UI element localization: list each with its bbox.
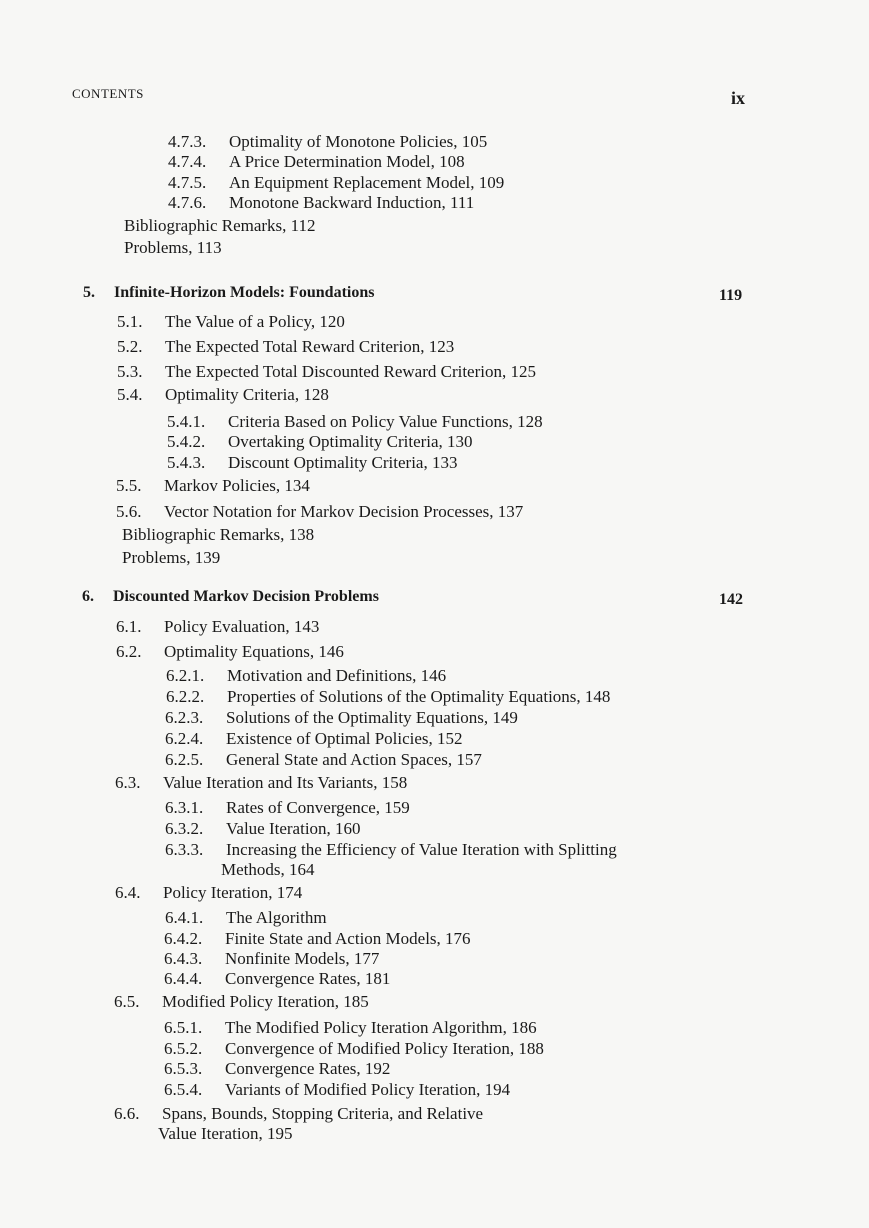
toc-entry-number: 6.4.	[115, 883, 141, 902]
toc-entry-title: Value Iteration, 160	[226, 819, 361, 838]
toc-entry-number: 5.1.	[117, 312, 143, 331]
toc-entry-title: Spans, Bounds, Stopping Criteria, and Relative	[162, 1104, 484, 1123]
chapter-title: Infinite-Horizon Models: Foundations	[114, 284, 375, 301]
toc-entry-number: 6.2.2.	[166, 687, 205, 706]
toc-entry-number: 5.5.	[116, 476, 142, 495]
toc-entry-title: Motivation and Definitions, 146	[227, 666, 447, 685]
toc-entry-number: 5.2.	[117, 337, 143, 356]
toc-entry-number: 6.3.2.	[165, 819, 204, 838]
running-head: CONTENTS	[72, 86, 144, 101]
chapter-number: 5.	[83, 284, 95, 301]
toc-entry-title: Policy Iteration, 174	[163, 883, 303, 902]
toc-entry-title: Optimality Equations, 146	[164, 642, 344, 661]
toc-entry-title: General State and Action Spaces, 157	[226, 750, 482, 769]
toc-entry-number: 6.3.1.	[165, 798, 204, 817]
toc-entry-number: 6.4.2.	[164, 929, 203, 948]
toc-entry-title: Convergence Rates, 181	[225, 969, 391, 988]
toc-entry-title: An Equipment Replacement Model, 109	[229, 173, 505, 192]
toc-entry-title: The Expected Total Reward Criterion, 123	[165, 337, 455, 356]
toc-entry-number: 6.5.	[114, 992, 140, 1011]
toc-entry-number: 6.2.3.	[165, 708, 204, 727]
toc-entry-number: 5.4.2.	[167, 432, 206, 451]
chapter-page-number: 142	[719, 591, 743, 608]
toc-entry-number: 4.7.6.	[168, 193, 207, 212]
toc-entry-title: Discount Optimality Criteria, 133	[228, 453, 458, 472]
toc-entry-number: 4.7.4.	[168, 152, 207, 171]
toc-entry-title: Vector Notation for Markov Decision Processes, 137	[164, 502, 524, 521]
toc-entry-title: Convergence Rates, 192	[225, 1059, 391, 1078]
toc-entry-title: Monotone Backward Induction, 111	[229, 193, 475, 212]
toc-entry-title: Existence of Optimal Policies, 152	[226, 729, 463, 748]
toc-entry-title: Optimality of Monotone Policies, 105	[229, 132, 488, 151]
toc-entry-title: Methods, 164	[221, 860, 315, 879]
page-number: ix	[731, 88, 746, 108]
toc-entry-number: 6.4.4.	[164, 969, 203, 988]
toc-entry-title: The Expected Total Discounted Reward Criterion, 125	[165, 362, 536, 381]
toc-entry-title: Convergence of Modified Policy Iteration, 188	[225, 1039, 544, 1058]
toc-entry-title: Rates of Convergence, 159	[226, 798, 410, 817]
toc-entry-number: 4.7.5.	[168, 173, 207, 192]
toc-entry-title: Problems, 113	[124, 238, 222, 257]
toc-entry-number: 6.3.	[115, 773, 141, 792]
toc-entry-title: The Value of a Policy, 120	[165, 312, 345, 331]
toc-entry-title: Bibliographic Remarks, 112	[124, 216, 316, 235]
toc-entry-title: Increasing the Efficiency of Value Iteration with Splitting	[226, 840, 617, 859]
toc-entry-title: Policy Evaluation, 143	[164, 617, 320, 636]
toc-entry-number: 6.1.	[116, 617, 142, 636]
toc-entry-number: 6.5.2.	[164, 1039, 203, 1058]
toc-entry-number: 4.7.3.	[168, 132, 207, 151]
toc-entry-number: 6.2.	[116, 642, 142, 661]
toc-entry-number: 6.5.1.	[164, 1018, 203, 1037]
toc-entry-title: Nonfinite Models, 177	[225, 949, 380, 968]
toc-entry-number: 6.6.	[114, 1104, 140, 1123]
toc-entry-number: 6.5.4.	[164, 1080, 203, 1099]
chapter-title: Discounted Markov Decision Problems	[113, 588, 379, 605]
toc-entry-title: Value Iteration, 195	[158, 1124, 293, 1143]
toc-entry-title: Bibliographic Remarks, 138	[122, 525, 315, 544]
toc-entry-number: 5.6.	[116, 502, 142, 521]
toc-entry-number: 6.2.1.	[166, 666, 205, 685]
toc-entry-title: Properties of Solutions of the Optimality Equations, 148	[227, 687, 611, 706]
toc-entry-number: 5.4.3.	[167, 453, 206, 472]
toc-entry-title: Overtaking Optimality Criteria, 130	[228, 432, 473, 451]
toc-entry-number: 5.4.1.	[167, 412, 206, 431]
toc-entry-number: 5.4.	[117, 385, 143, 404]
toc-entry-title: Finite State and Action Models, 176	[225, 929, 471, 948]
toc-entry-number: 6.5.3.	[164, 1059, 203, 1078]
toc-entry-number: 6.2.4.	[165, 729, 204, 748]
toc-entry-title: A Price Determination Model, 108	[229, 152, 465, 171]
toc-entry-title: The Algorithm	[226, 908, 327, 927]
toc-entry-number: 6.4.1.	[165, 908, 204, 927]
toc-entry-number: 6.2.5.	[165, 750, 204, 769]
chapter-number: 6.	[82, 588, 94, 605]
toc-entry-title: Variants of Modified Policy Iteration, 194	[225, 1080, 511, 1099]
toc-entry-number: 6.3.3.	[165, 840, 204, 859]
toc-entry-title: Value Iteration and Its Variants, 158	[163, 773, 408, 792]
toc-entry-title: The Modified Policy Iteration Algorithm, 186	[225, 1018, 537, 1037]
chapter-page-number: 119	[719, 287, 743, 304]
toc-entry-title: Optimality Criteria, 128	[165, 385, 329, 404]
toc-entry-title: Problems, 139	[122, 548, 221, 567]
toc-entry-number: 6.4.3.	[164, 949, 203, 968]
toc-entry-title: Modified Policy Iteration, 185	[162, 992, 369, 1011]
toc-entry-title: Markov Policies, 134	[164, 476, 310, 495]
toc-entry-title: Solutions of the Optimality Equations, 149	[226, 708, 518, 727]
toc-entry-title: Criteria Based on Policy Value Functions, 128	[228, 412, 543, 431]
toc-entry-number: 5.3.	[117, 362, 143, 381]
